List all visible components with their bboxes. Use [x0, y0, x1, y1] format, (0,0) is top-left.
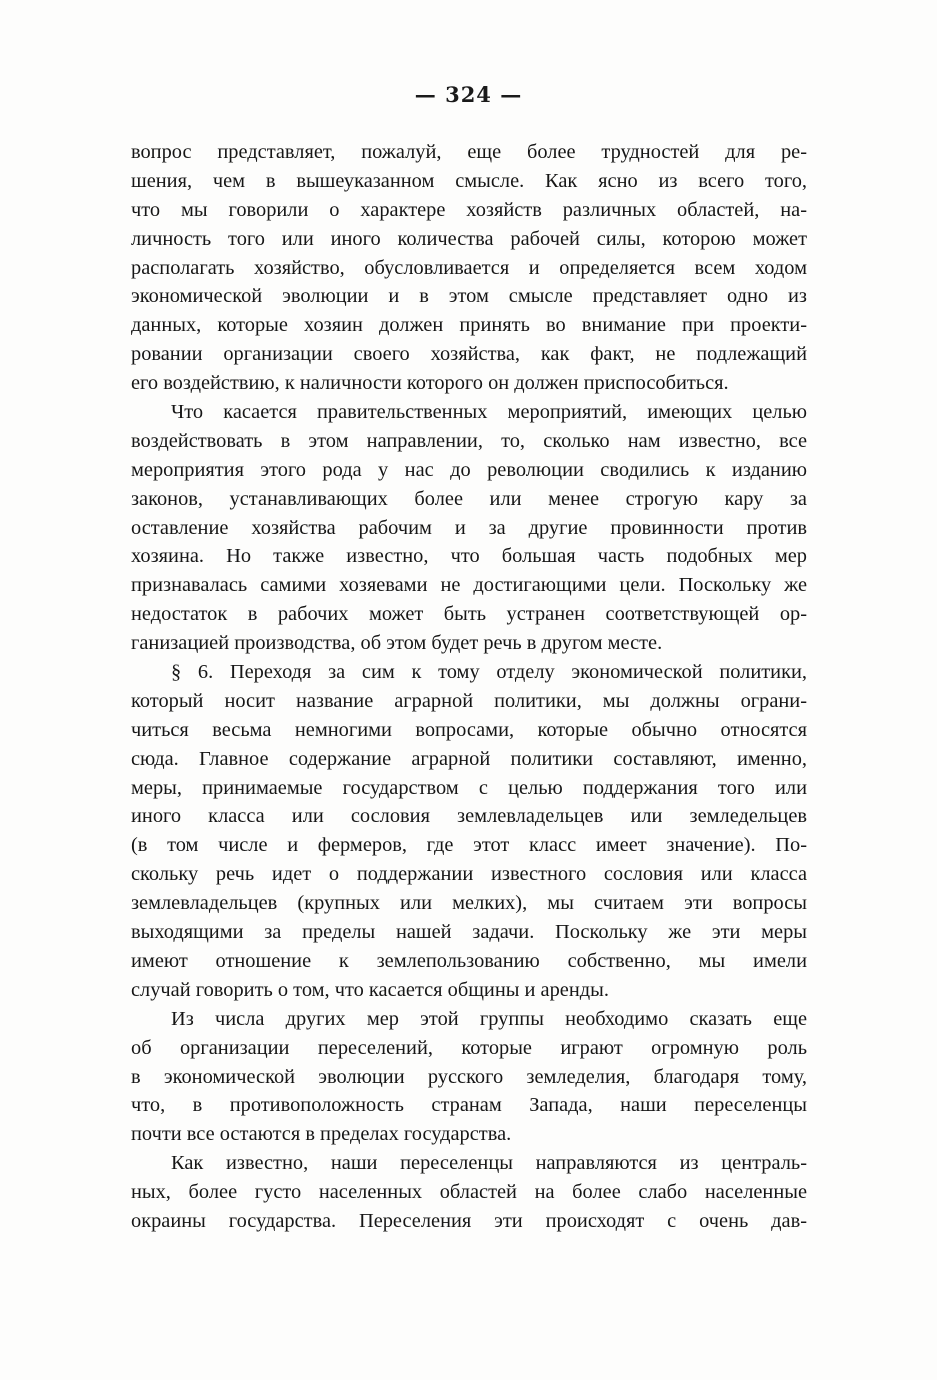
paragraph-1	[131, 138, 807, 398]
paragraph-5	[131, 1149, 807, 1236]
text-line: случай говорить о том, что касается общины и аренды.	[131, 978, 609, 1001]
text-line: землевладельцев (крупных или мелких), мы считаем эти вопросы	[131, 892, 807, 915]
text-line: иного класса или сословия землевладельцев или земледельцев	[131, 805, 807, 828]
text-line: который носит название аграрной политики, мы должны ограни-	[131, 689, 807, 712]
text-line: воздействовать в этом направлении, то, сколько нам известно, все	[131, 429, 807, 452]
paragraph-3	[131, 658, 807, 1005]
text-line: Из числа других мер этой группы необходимо сказать еще	[171, 1007, 807, 1030]
text-line: ганизацией производства, об этом будет речь в другом месте.	[131, 632, 663, 655]
text-line: мероприятия этого рода у нас до революции сводились к изданию	[131, 458, 807, 481]
text-line: в экономической эволюции русского земледелия, благодаря тому,	[131, 1065, 807, 1088]
text-line: скольку речь идет о поддержании известного сословия или класса	[131, 863, 807, 886]
text-line: что мы говорили о характере хозяйств различных областей, на-	[131, 198, 807, 221]
paragraph-2	[131, 398, 807, 658]
text-line: почти все остаются в пределах государства.	[131, 1123, 512, 1146]
text-line: что, в противоположность странам Запада, наши переселенцы	[131, 1094, 807, 1117]
text-line: хозяина. Но также известно, что большая часть подобных мер	[131, 545, 807, 568]
paragraph-4	[131, 1005, 807, 1149]
text-line: данных, которые хозяин должен принять во внимание при проекти-	[131, 314, 807, 337]
text-line: выходящими за пределы нашей задачи. Поскольку же эти меры	[131, 921, 807, 944]
text-line: законов, устанавливающих более или менее строгую кару за	[131, 487, 807, 510]
text-line: его воздействию, к наличности которого он должен приспособиться.	[131, 372, 729, 395]
text-line: сюда. Главное содержание аграрной политики составляют, именно,	[131, 747, 807, 770]
page-number: — 324 —	[414, 82, 523, 107]
text-line: вопрос представляет, пожалуй, еще более трудностей для ре-	[131, 141, 807, 163]
text-line: оставление хозяйства рабочим и за другие провинности против	[131, 516, 807, 539]
text-line: § 6. Переходя за сим к тому отделу экономической политики,	[171, 661, 807, 684]
text-line: меры, принимаемые государством с целью поддержания того или	[131, 776, 807, 799]
text-line: располагать хозяйство, обусловливается и определяется всем ходом	[131, 256, 807, 279]
text-line: признавалась самими хозяевами не достигающими цели. Поскольку же	[131, 574, 807, 597]
text-line: окраины государства. Переселения эти происходят с очень дав-	[131, 1209, 807, 1232]
text-line: об организации переселений, которые играют огромную роль	[131, 1036, 807, 1059]
text-line: имеют отношение к землепользованию собственно, мы имели	[131, 949, 807, 972]
text-line: шения, чем в вышеуказанном смысле. Как ясно из всего того,	[131, 169, 807, 192]
body-text	[131, 138, 807, 1236]
text-line: читься весьма немногими вопросами, которые обычно относятся	[131, 718, 807, 741]
text-line: ных, более густо населенных областей на более слабо населенные	[131, 1181, 807, 1204]
text-line: недостаток в рабочих может быть устранен соответствующей ор-	[131, 603, 807, 626]
text-line: личность того или иного количества рабочей силы, которою может	[131, 227, 807, 250]
text-line: Как известно, наши переселенцы направляются из централь-	[171, 1152, 807, 1175]
text-line: экономической эволюции и в этом смысле представляет одно из	[131, 285, 807, 308]
text-line: Что касается правительственных мероприятий, имеющих целью	[171, 401, 807, 424]
text-line: (в том числе и фермеров, где этот класс имеет значение). По-	[131, 834, 807, 857]
text-line: ровании организации своего хозяйства, как факт, не подлежащий	[131, 343, 807, 366]
